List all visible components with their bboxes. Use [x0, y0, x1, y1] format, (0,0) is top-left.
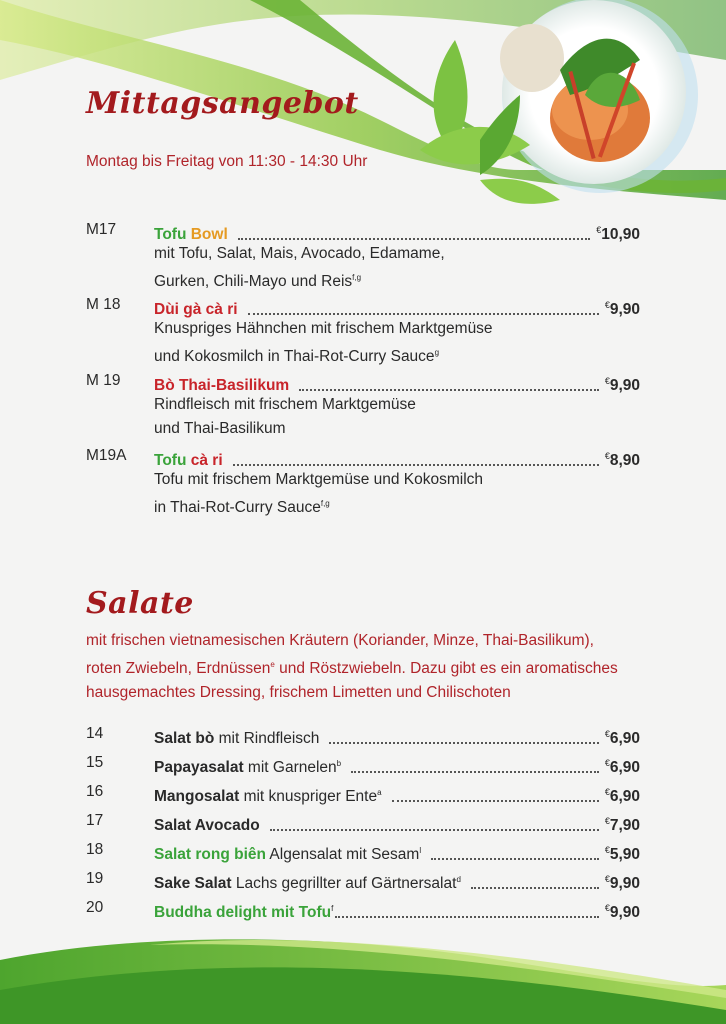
item-description: Lachs gegrillter auf Gärtnersalat	[231, 875, 457, 892]
salad-item: 16 Mangosalat mit knuspriger Ente$^a$ €6,90	[86, 780, 640, 804]
dot-leader	[471, 886, 599, 889]
item-name: Tofu cà ri	[154, 452, 223, 469]
item-description: Algensalat mit Sesam	[265, 846, 420, 863]
salad-item: 19 Sake Salat Lachs gegrillter auf Gärtnersalat$^d$ €9,90	[86, 867, 640, 891]
menu-item	[86, 369, 640, 393]
dot-leader	[299, 388, 599, 391]
item-price: €7,90	[604, 816, 640, 834]
item-code: 19	[86, 870, 104, 887]
item-code: M19A	[86, 447, 127, 464]
item-name: Tofu Bowl	[154, 226, 228, 243]
item-code: M 19	[86, 372, 121, 389]
item-description: Tofu mit frischem Marktgemüse und Kokosmilch in Thai-Rot-Curry Sauce$^{f,g}$	[154, 471, 484, 516]
salads-intro: mit frischen vietnamesischen Kräutern (Koriander, Minze, Thai-Basilikum), roten Zwiebeln, Erdnüssen$^e$ und Röstzwiebeln. Dazu gibt es ein aromatisches hausgemachtes Dressing, frischem Limetten und Chilischoten	[86, 632, 618, 701]
item-description: mit Rindfleisch	[214, 730, 320, 747]
item-description: Knuspriges Hähnchen mit frischem Marktgemüse und Kokosmilch in Thai-Rot-Curry Sauce$^g$	[154, 320, 493, 365]
item-code: 15	[86, 754, 104, 771]
item-price: €10,90	[596, 225, 640, 243]
dot-leader	[329, 741, 598, 744]
item-name: Salat bò	[154, 730, 215, 747]
dot-leader	[248, 312, 599, 315]
salads-title: Salate	[86, 586, 194, 621]
item-code: 14	[86, 725, 104, 742]
salad-item	[86, 809, 640, 833]
item-name: Salat rong biên	[154, 846, 266, 863]
item-description: mit Garnelen	[243, 759, 337, 776]
item-name: Papayasalat	[154, 759, 244, 776]
item-price: €9,90	[604, 874, 640, 892]
item-code: 16	[86, 783, 104, 800]
salad-item: 15 Papayasalat mit Garnelen$^b$ €6,90	[86, 751, 640, 775]
item-description: mit Tofu, Salat, Mais, Avocado, Edamame, Gurken, Chili-Mayo und Reis$^{f,g}$	[154, 245, 445, 290]
item-code: 18	[86, 841, 104, 858]
item-price: €6,90	[604, 758, 640, 776]
item-name: Salat Avocado	[154, 817, 260, 834]
lunch-title: Mittagsangebot	[86, 86, 359, 121]
item-name: Mangosalat	[154, 788, 240, 805]
menu-item	[86, 218, 640, 242]
dot-leader	[270, 828, 599, 831]
item-code: 17	[86, 812, 104, 829]
item-code: M17	[86, 221, 117, 238]
dot-leader	[351, 770, 599, 773]
item-name: Dùi gà cà ri	[154, 301, 238, 318]
item-name: Buddha delight mit Tofu	[154, 904, 332, 921]
item-price: €8,90	[604, 451, 640, 469]
salad-item: 20 Buddha delight mit Tofu$^f$ €9,90	[86, 896, 640, 920]
menu-item	[86, 444, 640, 468]
item-price: €9,90	[604, 903, 640, 921]
item-price: €9,90	[604, 300, 640, 318]
menu-item	[86, 293, 640, 317]
dot-leader	[392, 799, 599, 802]
lunch-hours: Montag bis Freitag von 11:30 - 14:30 Uhr	[86, 153, 368, 170]
dot-leader	[238, 237, 590, 240]
item-price: €6,90	[604, 787, 640, 805]
item-description: Rindfleisch mit frischem Marktgemüse und Thai-Basilikum	[154, 396, 416, 437]
dot-leader	[431, 857, 599, 860]
salad-item: 18 Salat rong biên Algensalat mit Sesam$^l$ €5,90	[86, 838, 640, 862]
dot-leader	[233, 463, 599, 466]
salad-item	[86, 722, 640, 746]
item-name: Bò Thai-Basilikum	[154, 377, 290, 394]
item-price: €5,90	[604, 845, 640, 863]
item-code: 20	[86, 899, 104, 916]
item-code: M 18	[86, 296, 121, 313]
item-description: mit knuspriger Ente	[239, 788, 378, 805]
dot-leader	[335, 915, 599, 918]
item-price: €6,90	[604, 729, 640, 747]
item-name: Sake Salat	[154, 875, 232, 892]
item-price: €9,90	[604, 376, 640, 394]
